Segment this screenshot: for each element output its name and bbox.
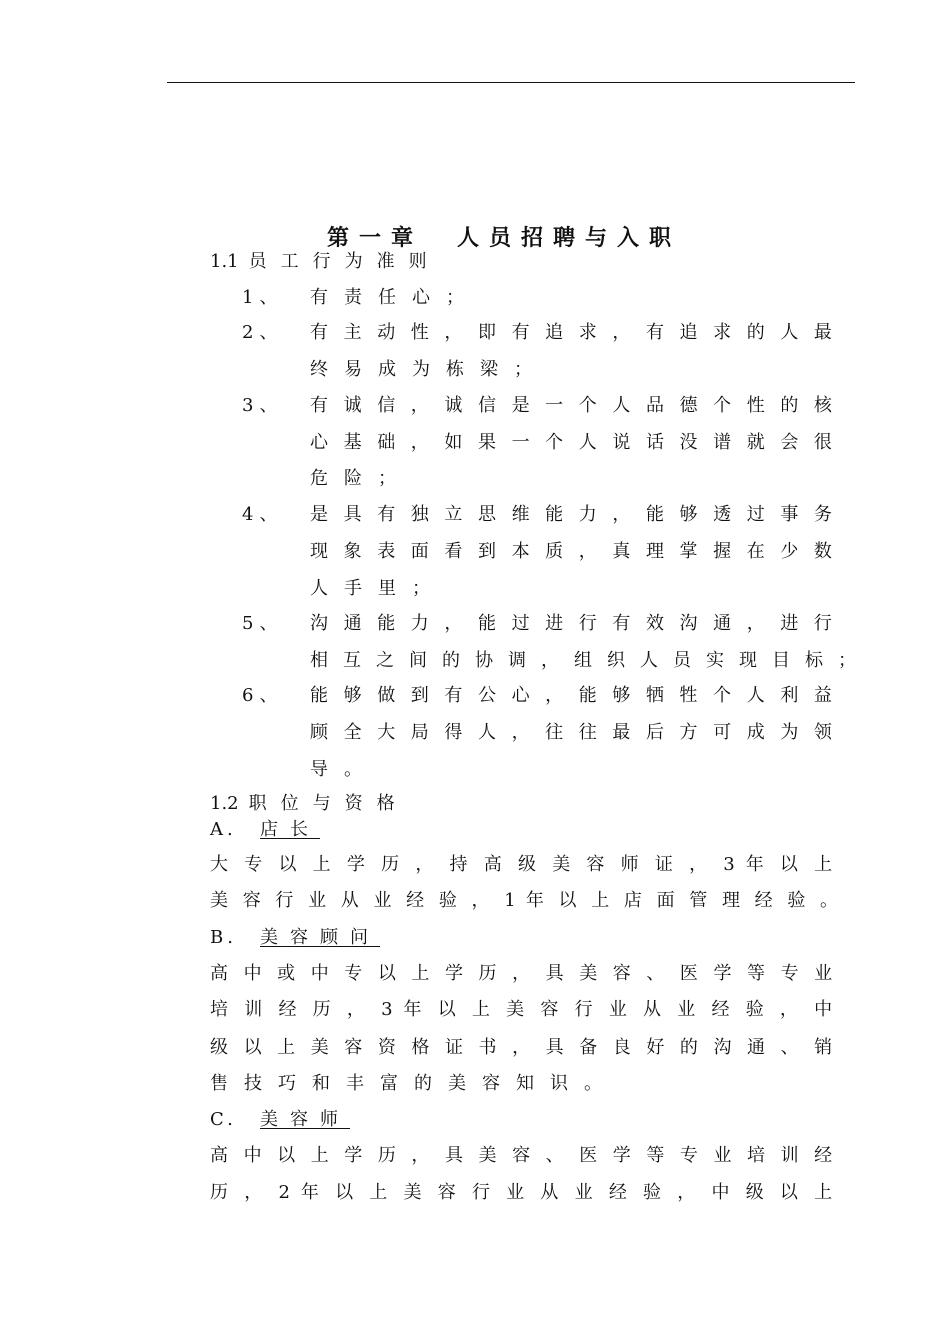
item-6-line-3: 导。	[310, 759, 378, 780]
position-heading-b: B. 美容顾问	[210, 927, 380, 948]
item-1-line-1: 有责任心；	[310, 287, 480, 308]
item-4-line-1: 是 具 有 独 立 思 维 能 力 ， 能 够 透 过 事 务	[310, 504, 832, 525]
item-5-line-1: 沟 通 能 力 ， 能 过 进 行 有 效 沟 通 ， 进 行	[310, 613, 832, 634]
item-6-line-2: 顾 全 大 局 得 人 ， 往 往 最 后 方 可 成 为 领	[310, 722, 832, 743]
position-b-line-1: 高 中 或 中 专 以 上 学 历 ， 具 美 容 、 医 学 等 专 业	[210, 963, 833, 984]
header-rule	[167, 82, 855, 83]
position-c-line-2: 历 ， 2 年 以 上 美 容 行 业 从 业 经 验 ， 中 级 以 上	[210, 1182, 833, 1203]
item-2-line-1: 有 主 动 性 ， 即 有 追 求 ， 有 追 求 的 人 最	[310, 322, 832, 343]
item-number-4: 4、	[242, 504, 284, 525]
chapter-name: 人员招聘与入职	[457, 225, 682, 251]
position-b-line-3: 级 以 上 美 容 资 格 证 书 ， 具 备 良 好 的 沟 通 、 销	[210, 1037, 833, 1058]
chapter-title	[327, 224, 681, 252]
item-number-6: 6、	[242, 685, 284, 706]
section-heading-1-1: 1.1 员工行为准则	[210, 251, 441, 272]
position-b-line-4: 售技巧和丰富的美容知识。	[210, 1073, 618, 1094]
item-2-line-2: 终易成为栋梁；	[310, 359, 548, 380]
position-c-line-1: 高 中 以 上 学 历 ， 具 美 容 、 医 学 等 专 业 培 训 经	[210, 1145, 833, 1166]
position-b-line-2: 培 训 经 历 ， 3 年 以 上 美 容 行 业 从 业 经 验 ， 中	[210, 999, 833, 1020]
item-number-1: 1、	[242, 287, 284, 308]
item-number-5: 5、	[242, 613, 284, 634]
item-5-line-2: 相 互 之 间 的 协 调 ， 组 织 人 员 实 现 目 标 ；	[310, 650, 856, 671]
item-number-2: 2、	[242, 322, 284, 343]
position-heading-c: C. 美容师	[210, 1109, 350, 1130]
item-4-line-3: 人手里；	[310, 578, 446, 599]
item-3-line-2: 心 基 础 ， 如 果 一 个 人 说 话 没 谱 就 会 很	[310, 432, 832, 453]
section-heading-1-2: 1.2 职位与资格	[210, 793, 409, 814]
item-3-line-3: 危险；	[310, 468, 412, 489]
item-4-line-2: 现 象 表 面 看 到 本 质 ， 真 理 掌 握 在 少 数	[310, 541, 832, 562]
item-3-line-1: 有 诚 信 ， 诚 信 是 一 个 人 品 德 个 性 的 核	[310, 395, 832, 416]
chapter-number: 第一章	[327, 225, 424, 251]
item-6-line-1: 能 够 做 到 有 公 心 ， 能 够 牺 牲 个 人 利 益	[310, 685, 832, 706]
item-number-3: 3、	[242, 395, 284, 416]
position-a-line-1: 大 专 以 上 学 历 ， 持 高 级 美 容 师 证 ， 3 年 以 上	[210, 854, 833, 875]
position-a-line-2: 美 容 行 业 从 业 经 验 ， 1 年 以 上 店 面 管 理 经 验 。	[210, 890, 839, 911]
position-heading-a: A. 店长	[210, 819, 320, 840]
